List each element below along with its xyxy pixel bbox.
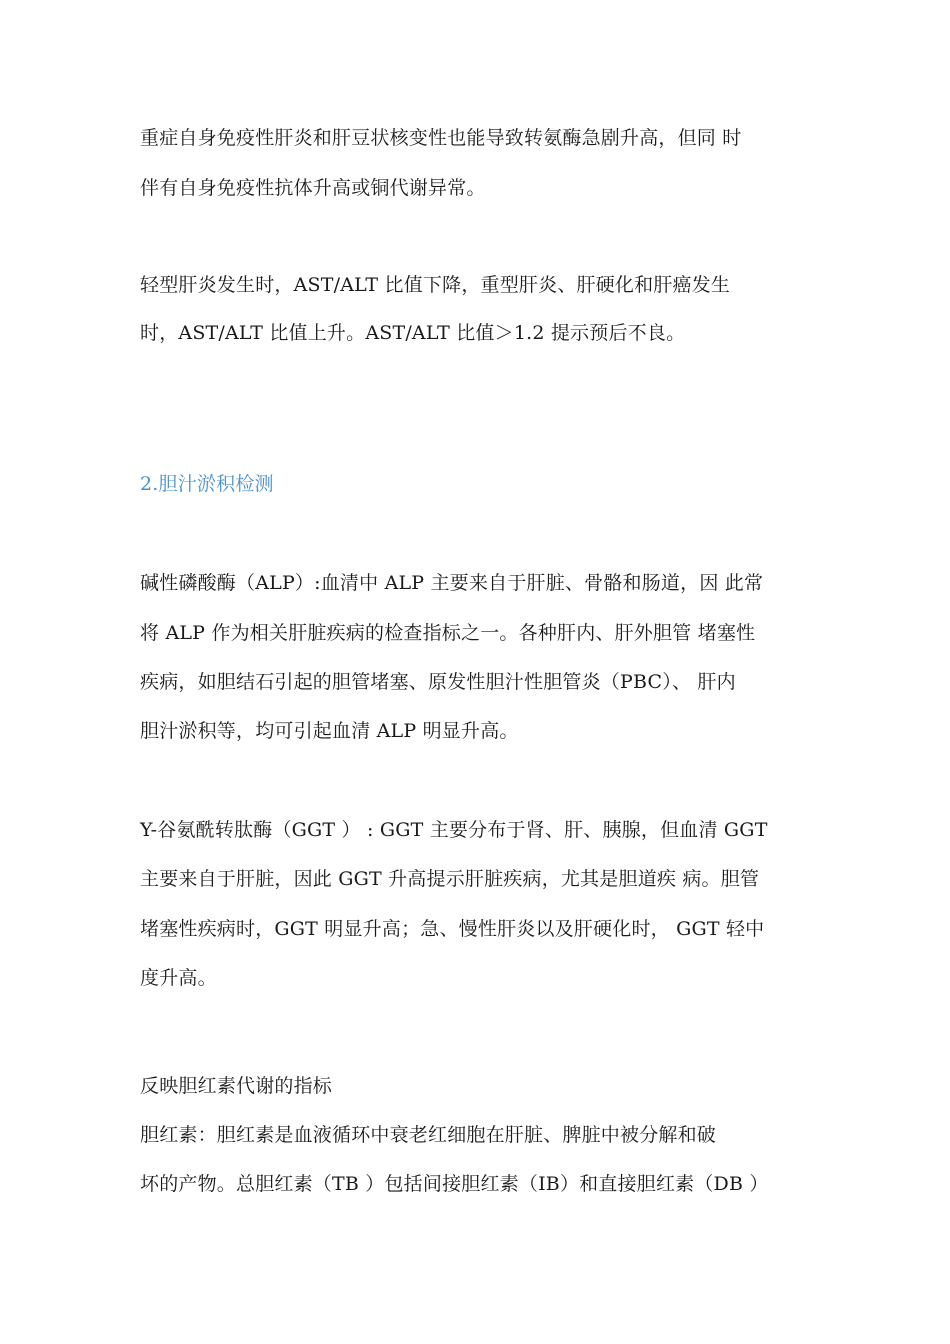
paragraph-4-line-3: 堵塞性疾病时，GGT 明显升高；急、慢性肝炎以及肝硬化时， GGT 轻中 [140,918,765,940]
paragraph-3-line-3: 疾病，如胆结石引起的胆管堵塞、原发性胆汁性胆管炎（PBC）、 肝内 [140,671,736,693]
paragraph-4-line-1: Y-谷氨酰转肽酶（GGT ） : GGT 主要分布于肾、肝、胰腺，但血清 GGT [140,819,768,841]
paragraph-5-line-2: 坏的产物。总胆红素（TB ）包括间接胆红素（IB）和直接胆红素（DB ） [140,1173,769,1195]
paragraph-1-line-2: 伴有自身免疫性抗体升高或铜代谢异常。 [140,177,486,199]
paragraph-3-line-4: 胆汁淤积等，均可引起血清 ALP 明显升高。 [140,720,519,742]
paragraph-1-line-1: 重症自身免疫性肝炎和肝豆状核变性也能导致转氨酶急剧升高，但同 时 [140,127,742,149]
section-heading: 2.胆汁淤积检测 [140,473,274,495]
paragraph-3-line-1: 碱性磷酸酶（ALP）:血清中 ALP 主要来自于肝脏、骨骼和肠道，因 此常 [140,572,764,594]
paragraph-2-line-2: 时，AST/ALT 比值上升。AST/ALT 比值＞1.2 提示预后不良。 [140,322,686,344]
paragraph-4-line-4: 度升高。 [140,967,217,989]
paragraph-2-line-1: 轻型肝炎发生时，AST/ALT 比值下降，重型肝炎、肝硬化和肝癌发生 [140,274,731,296]
subheading: 反映胆红素代谢的指标 [140,1075,333,1097]
paragraph-3-line-2: 将 ALP 作为相关肝脏疾病的检查指标之一。各种肝内、肝外胆管 堵塞性 [140,622,756,644]
paragraph-5-line-1: 胆红素：胆红素是血液循环中衰老红细胞在肝脏、脾脏中被分解和破 [140,1124,717,1146]
paragraph-4-line-2: 主要来自于肝脏，因此 GGT 升高提示肝脏疾病，尤其是胆道疾 病。胆管 [140,868,760,890]
